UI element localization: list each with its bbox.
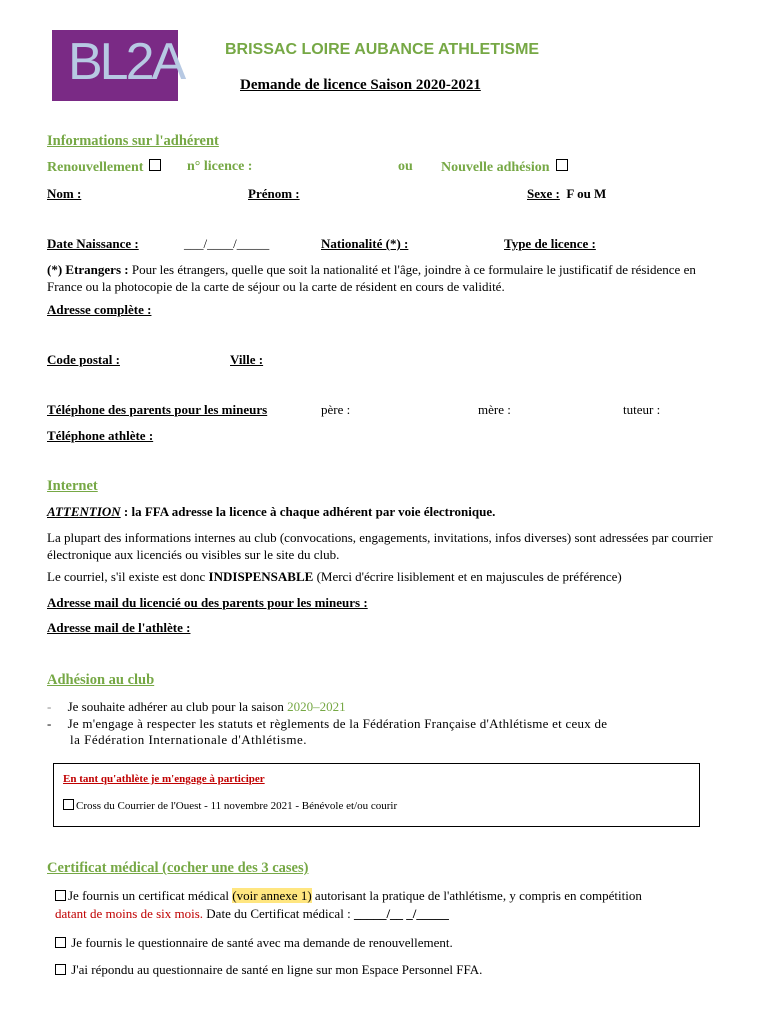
opt1-highlight: (voir annexe 1) [232, 888, 312, 903]
date-naissance-label: Date Naissance : [47, 236, 139, 251]
opt1-b: autorisant la pratique de l'athlétisme, y compris en compétition [311, 888, 642, 903]
renouvellement-option[interactable] [47, 159, 161, 176]
item1-prefix: Je souhaite adhérer au club pour la saison [67, 699, 288, 714]
cert-date-field[interactable]: _____/__ _/_____ [353, 906, 449, 921]
item1-season: 2020–2021 [287, 699, 346, 714]
section-certificat-title: Certificat médical (cocher une des 3 cases) [47, 860, 309, 876]
attention-label: ATTENTION [47, 504, 121, 519]
adhesion-item-2 [47, 716, 607, 732]
attention-text: : la FFA adresse la licence à chaque adhérent par voie électronique. [120, 504, 496, 519]
nom-label: Nom : [47, 186, 82, 201]
date-naissance-field[interactable]: ___/____/_____ [184, 236, 270, 251]
plupart-text: La plupart des informations internes au club (convocations, engagements, invitations, infos diverses) sont adressées par courrier électronique aux licenciés ou visibles sur le site du club. [47, 530, 713, 562]
mail-athlete-label: Adresse mail de l'athlète : [47, 620, 191, 635]
cert-option-1-line2 [55, 906, 449, 922]
opt3-label: J'ai répondu au questionnaire de santé en ligne sur mon Espace Personnel FFA. [71, 962, 483, 977]
club-logo [52, 30, 184, 101]
dash-bullet: - [47, 716, 52, 731]
courriel-prefix: Le courriel, s'il existe est donc [47, 569, 209, 584]
type-licence-label: Type de licence : [504, 236, 596, 251]
mere-label: mère : [478, 402, 511, 417]
cross-checkbox[interactable] [63, 799, 74, 810]
cert-option-2[interactable] [55, 935, 453, 951]
attention-line [47, 504, 495, 520]
opt1-a: Je fournis un certificat médical [68, 888, 233, 903]
frame-title: En tant qu'athlète je m'engage à participer [63, 773, 265, 785]
adresse-label: Adresse complète : [47, 302, 152, 317]
code-postal-label: Code postal : [47, 352, 120, 367]
courriel-suffix: (Merci d'écrire lisiblement et en majuscules de préférence) [313, 569, 622, 584]
courriel-strong: INDISPENSABLE [208, 569, 314, 584]
tuteur-label: tuteur : [623, 402, 661, 417]
cross-option[interactable] [63, 799, 397, 812]
section-internet-title: Internet [47, 478, 98, 494]
pere-label: père : [321, 402, 351, 417]
doc-title: Demande de licence Saison 2020-2021 [240, 77, 481, 93]
club-name: BRISSAC LOIRE AUBANCE ATHLETISME [225, 41, 540, 58]
tel-athlete-label: Téléphone athlète : [47, 428, 154, 443]
logo-text: BL2A [68, 33, 184, 91]
opt2-label: Je fournis le questionnaire de santé avec ma demande de renouvellement. [71, 935, 453, 950]
item2-line2: la Fédération Internationale d'Athlétisme. [70, 732, 308, 747]
ou-label: ou [398, 159, 413, 174]
sexe-field [527, 186, 606, 202]
cross-label: Cross du Courrier de l'Ouest - 11 novembre 2021 - Bénévole et/ou courir [76, 800, 398, 812]
renouvellement-label: Renouvellement [47, 160, 144, 175]
ville-label: Ville : [230, 352, 264, 367]
cert-option-3-checkbox[interactable] [55, 964, 66, 975]
etrangers-text: Pour les étrangers, quelle que soit la nationalité et l'âge, joindre à ce formulaire le justificatif de résidence en France ou la photocopie de la carte de séjour ou la carte de résident en cours de validité. [47, 262, 696, 294]
nouvelle-adhesion-checkbox[interactable] [556, 159, 568, 171]
cert-option-2-checkbox[interactable] [55, 937, 66, 948]
sexe-values[interactable]: F ou M [566, 186, 607, 201]
etrangers-note [47, 261, 722, 295]
cert-option-3[interactable] [55, 962, 482, 978]
opt1-date: Date du Certificat médical : [203, 906, 354, 921]
renouvellement-checkbox[interactable] [149, 159, 161, 171]
num-licence-label: n° licence : [187, 159, 253, 174]
courriel-line [47, 569, 622, 585]
etrangers-label: (*) Etrangers : [47, 262, 129, 277]
mail-licencie-label: Adresse mail du licencié ou des parents pour les mineurs : [47, 595, 368, 610]
section-adherent-title: Informations sur l'adhérent [47, 133, 219, 149]
nouvelle-adhesion-label: Nouvelle adhésion [441, 160, 550, 175]
opt1-red: datant de moins de six mois. [55, 906, 204, 921]
adhesion-item-1 [47, 699, 346, 715]
cert-option-1-checkbox[interactable] [55, 890, 66, 901]
nouvelle-adhesion-option[interactable] [441, 159, 568, 176]
dash-bullet: - [47, 699, 52, 714]
sexe-label: Sexe : [527, 186, 560, 201]
prenom-label: Prénom : [248, 186, 300, 201]
item2-line1: Je m'engage à respecter les statuts et règlements de la Fédération Française d'Athlétisme et ceux de [67, 716, 608, 731]
nationalite-label: Nationalité (*) : [321, 236, 409, 251]
cert-option-1[interactable] [55, 888, 642, 904]
tel-parents-label: Téléphone des parents pour les mineurs [47, 402, 268, 417]
section-adhesion-title: Adhésion au club [47, 672, 155, 688]
